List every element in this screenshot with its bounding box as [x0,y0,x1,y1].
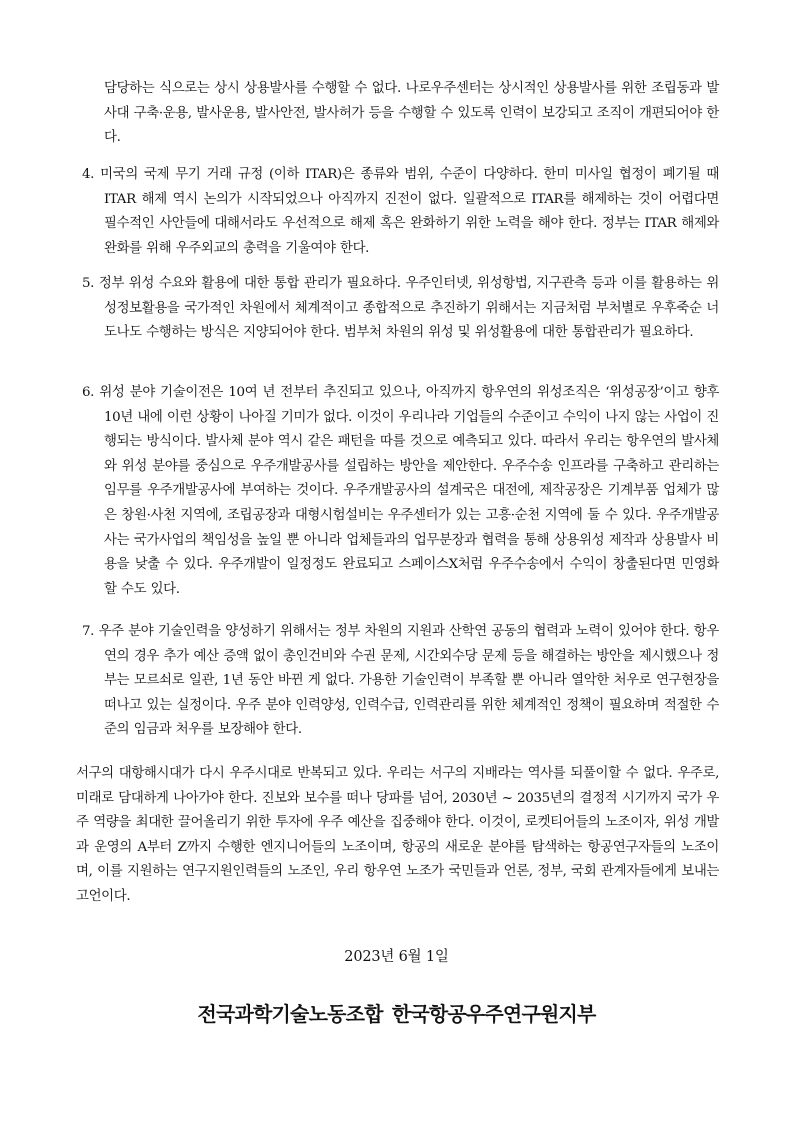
list-item-6 [82,381,719,602]
list-item-number: 6. [82,385,95,400]
list-item-5 [82,272,719,346]
list-item-number: 4. [82,167,95,182]
list-item-4 [82,163,719,261]
list-item-text: 위성 분야 기술이전은 10여 년 전부터 추진되고 있으나, 아직까지 항우연의 위성조직은 ‘위성공장’이고 향후 10년 내에 이런 상황이 나아질 기미가 없다. 이것이 우리나라 기업들의 수준이고 수익이 나지 않는 사업이 진행되는 방식이다. 발사체 분야 역시 같은 패턴을 따를 것으로 예측되고 있다. 따라서 우리는 항우연의 발사체와 위성 분야를 중심으로 우주개발공사를 설립하는 방안을 제안한다. 우주수송 인프라를 구축하고 관리하는 임무를 우주개발공사에 부여하는 것이다. 우주개발공사의 설계국은 대전에, 제작공장은 기계부품 업체가 많은 창원·사천 지역에, 조립공장과 대형시험설비는 우주센터가 있는 고흥·순천 지역에 둘 수 있다. 우주개발공사는 국가사업의 책임성을 높일 뿐 아니라 업체들과의 업무분장과 협력을 통해 상용위성 제작과 상용발사 비용을 낮출 수 있다. 우주개발이 일정정도 완료되고 스페이스X처럼 우주수송에서 수익이 창출된다면 민영화할 수도 있다. [99,385,719,597]
continuation-paragraph: 담당하는 식으로는 상시 상용발사를 수행할 수 없다. 나로우주센터는 상시적인 상용발사를 위한 조립동과 발사대 구축·운용, 발사운용, 발사안전, 발사허가 등을 수행할 수 있도록 인력이 보강되고 조직이 개편되어야 한다. [104,81,719,146]
organization-signature: 전국과학기술노동조합 한국항공우주연구원지부 [197,1002,596,1026]
document-date: 2023년 6월 1일 [344,949,449,965]
list-item-number: 7. [82,624,95,639]
list-item-number: 5. [82,276,95,291]
closing-paragraph: 서구의 대항해시대가 다시 우주시대로 반복되고 있다. 우리는 서구의 지배라는 역사를 되풀이할 수 없다. 우주로, 미래로 담대하게 나아가야 한다. 진보와 보수를 떠나 당파를 넘어, 2030년 ~ 2035년의 결정적 시기까지 국가 우주 역량을 최대한 끌어올리기 위한 투자에 우주 예산을 집중해야 한다. 이것이, 로켓티어들의 노조이자, 위성 개발과 운영의 A부터 Z까지 수행한 엔지니어들의 노조이며, 항공의 새로운 분야를 탐색하는 항공연구자들의 노조이며, 이를 지원하는 연구지원인력들의 노조인, 우리 항우연 노조가 국민들과 언론, 정부, 국회 관계자들에게 보내는 고언이다. [76,766,719,904]
list-item-text: 정부 위성 수요와 활용에 대한 통합 관리가 필요하다. 우주인터넷, 위성항법, 지구관측 등과 이를 활용하는 위성정보활용을 국가적인 차원에서 체계적이고 종합적으로 추진하기 위해서는 지금처럼 부처별로 우후죽순 너도나도 수행하는 방식은 지양되어야 한다. 범부처 차원의 위성 및 위성활용에 대한 통합관리가 필요하다. [98,276,719,341]
list-item-text: 우주 분야 기술인력을 양성하기 위해서는 정부 차원의 지원과 산학연 공동의 협력과 노력이 있어야 한다. 항우연의 경우 추가 예산 증액 없이 총인건비와 수권 문제, 시간외수당 문제 등을 해결하는 방안을 제시했으나 정부는 모르쇠로 일관, 1년 동안 바뀐 게 없다. 가용한 기술인력이 부족할 뿐 아니라 열악한 처우로 연구현장을 떠나고 있는 실정이다. 우주 분야 인력양성, 인력수급, 인력관리를 위한 체계적인 정책이 필요하며 적절한 수준의 임금과 처우를 보장해야 한다. [98,624,719,738]
list-item-text: 미국의 국제 무기 거래 규정 (이하 ITAR)은 종류와 범위, 수준이 다양하다. 한미 미사일 협정이 폐기될 때 ITAR 해제 역시 논의가 시작되었으나 아직까지 진전이 없다. 일괄적으로 ITAR를 해제하는 것이 어렵다면 필수적인 사안들에 대해서라도 우선적으로 해제 혹은 완화하기 위한 노력을 해야 한다. 정부는 ITAR 해제와 완화를 위해 우주외교의 총력을 기울여야 한다. [100,167,719,256]
list-item-7 [82,620,719,743]
